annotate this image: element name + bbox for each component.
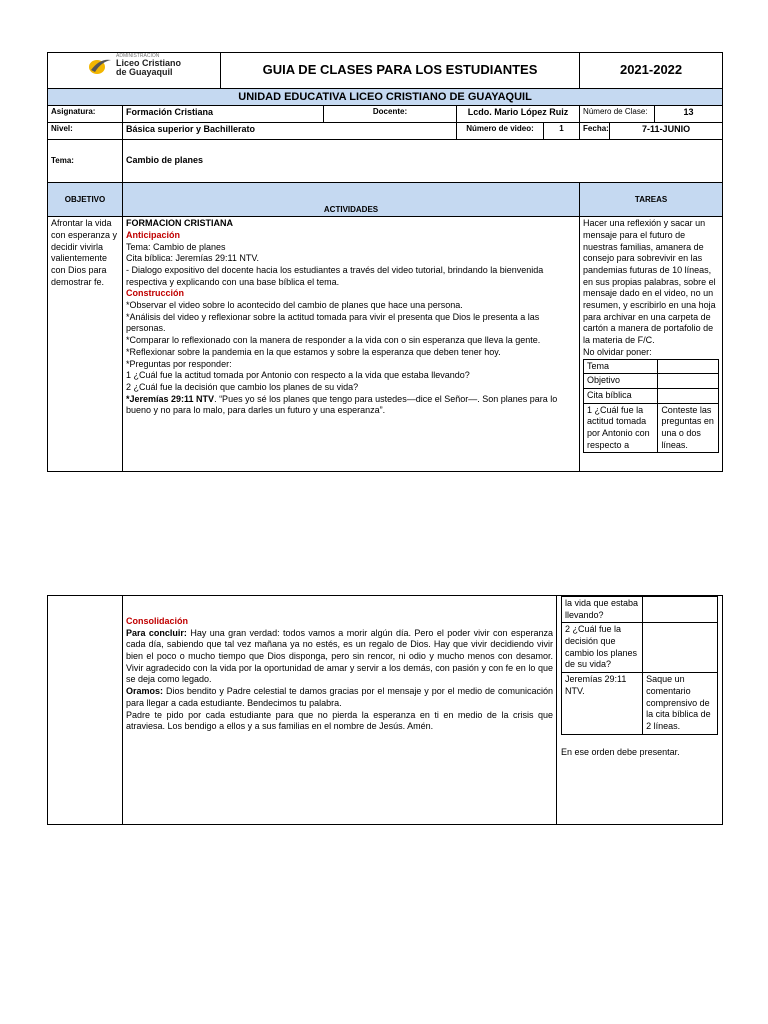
objetivo-cell-continued <box>48 596 123 825</box>
clase-value: 13 <box>655 106 723 123</box>
oramos-paragraph <box>126 686 553 709</box>
oramos-text: Dios bendito y Padre celestial te damos gracias por el mensaje y por el medio de comunicación para llegar a cada estudiante. Bendecimos tu palabra. <box>126 686 553 708</box>
logo-line-2: de Guayaquil <box>116 67 173 77</box>
clase-label: Número de Clase: <box>580 106 655 123</box>
tareas-header: TAREAS <box>580 183 723 217</box>
construccion-line: *Observar el video sobre lo acontecido del cambio de planes que hace una persona. <box>126 300 463 311</box>
checklist-verse-instruction: Saque un comentario comprensivo de la cita bíblica de 2 líneas. <box>643 673 718 734</box>
actividades-heading: FORMACION CRISTIANA <box>126 218 233 229</box>
tareas-reminder: No olvidar poner: <box>583 346 652 357</box>
guide-title: GUIA DE CLASES PARA LOS ESTUDIANTES <box>221 53 580 89</box>
anticipacion-line: Tema: Cambio de planes <box>126 241 226 252</box>
consolidacion-cell <box>123 596 557 825</box>
checklist-answer-instruction: Conteste las preguntas en una o dos líneas. <box>658 403 719 453</box>
tareas-cell-continued <box>557 596 723 825</box>
nivel-label: Nivel: <box>48 123 123 140</box>
construccion-line: *Preguntas por responder: <box>126 358 232 369</box>
school-logo-icon <box>87 56 113 76</box>
checklist-verse: Jeremías 29:11 NTV. <box>562 673 643 734</box>
checklist-question-2: 2 ¿Cuál fue la decisión que cambio los planes de su vida? <box>562 623 643 673</box>
asignatura-label: Asignatura: <box>48 106 123 123</box>
nivel-value: Básica superior y Bachillerato <box>123 123 457 140</box>
tareas-intro: Hacer una reflexión y sacar un mensaje para el futuro de nuestras familias, amanera de consejo para sobrevivir en las pandemias futuras de 10 líneas, en sus propias palabras, sobre el mensaje dado en el video, no un resumen, y escribirlo en una hoja para archivar en una carpeta de cartón a manera de portafolio de la materia de F/C. <box>583 218 716 346</box>
construccion-line: *Análisis del video y reflexionar sobre la actitud tomada para vivir el presenta que Dios le presenta a las personas. <box>126 311 540 334</box>
verse-ref: *Jeremías 29:11 NTV <box>126 393 215 404</box>
oramos-label: Oramos: <box>126 686 164 697</box>
construccion-heading: Construcción <box>126 288 185 299</box>
school-name: UNIDAD EDUCATIVA LICEO CRISTIANO DE GUAYAQUIL <box>48 89 723 106</box>
fecha-label: Fecha: <box>580 123 610 140</box>
tema-label: Tema: <box>48 140 123 183</box>
concluir-label: Para concluir: <box>126 627 187 638</box>
verse-paragraph <box>126 394 576 417</box>
docente-value: Lcdo. Mario López Ruiz <box>457 106 580 123</box>
objetivo-cell: Afrontar la vida con esperanza y decidir vivirla valientemente con Dios para demostrar fe. <box>48 217 123 472</box>
asignatura-value: Formación Cristiana <box>123 106 324 123</box>
lesson-guide-table-continued <box>47 595 723 825</box>
checklist-question-1: 1 ¿Cuál fue la actitud tomada por Antonio con respecto a <box>584 403 658 453</box>
anticipacion-heading: Anticipación <box>126 229 181 240</box>
logo-cell <box>48 53 221 89</box>
checklist-question-1-cont: la vida que estaba llevando? <box>562 597 643 623</box>
fecha-value: 7-11-JUNIO <box>610 123 723 140</box>
logo-small-text: ADMINISTRACIÓN <box>116 53 160 59</box>
construccion-line: 2 ¿Cuál fue la decisión que cambio los planes de su vida? <box>126 381 359 392</box>
lesson-guide-table <box>47 52 723 472</box>
video-value: 1 <box>544 123 580 140</box>
consolidacion-heading: Consolidación <box>126 616 189 626</box>
actividades-header: ACTIVIDADES <box>123 183 580 217</box>
anticipacion-line: - Dialogo expositivo del docente hacia los estudiantes a través del video tutorial, brindando la bienvenida respectiva y explicando con una base bíblica el tema. <box>126 265 544 287</box>
construccion-line: *Reflexionar sobre la pandemia en la que estamos y sobre la esperanza que deben tener hoy. <box>126 346 501 357</box>
verse-text: . “Pues yo sé los planes que tengo para ustedes—dice el Señor—. Son planes para lo bueno y no para lo malo, para darles un futuro y una esperanza”. <box>126 393 558 416</box>
checklist-table-continued <box>561 596 718 735</box>
anticipacion-line: Cita bíblica: Jeremías 29:11 NTV. <box>126 253 260 264</box>
construccion-line: 1 ¿Cuál fue la actitud tomada por Antonio con respecto a la vida que estaba llevando? <box>126 370 470 381</box>
concluir-paragraph <box>126 628 553 686</box>
final-prayer: Padre te pido por cada estudiante para que no pierda la esperanza en ti en medio de la crisis que atraviesa. Los bendigo a ellos y a sus familias en el nombre de Jesús. Amén. <box>126 709 553 732</box>
checklist-item: Tema <box>584 359 658 374</box>
logo-line-1: Liceo Cristiano <box>116 58 182 68</box>
actividades-cell <box>123 217 580 472</box>
concluir-text: Hay una gran verdad: todos vamos a morir algún día. Pero el poder vivir con esperanza cada día, sabiendo que tal vez mañana ya no estés, es un regalo de Dios. Hay que vivir decidiendo vivir bien el poco o mucho tiempo que Dios disponga, pero sin rencor, ni odio y mucho menos con desamor. Vivir agradecido con la vida por la oportunidad de amar y servir a los demás, con pasión y con fe en lo que se deja como legado. <box>126 627 553 685</box>
construccion-line: *Comparar lo reflexionado con la manera de responder a la vida con o sin esperanza que lleva la gente. <box>126 335 541 346</box>
checklist-item: Cita bíblica <box>584 388 658 403</box>
tema-value: Cambio de planes <box>123 140 723 183</box>
objetivo-header: OBJETIVO <box>48 183 123 217</box>
checklist-table <box>583 359 719 454</box>
school-year: 2021-2022 <box>580 53 723 89</box>
tareas-closing: En ese orden debe presentar. <box>561 746 680 757</box>
checklist-item: Objetivo <box>584 374 658 389</box>
video-label: Número de video: <box>457 123 544 140</box>
tareas-cell <box>580 217 723 472</box>
docente-label: Docente: <box>324 106 457 123</box>
